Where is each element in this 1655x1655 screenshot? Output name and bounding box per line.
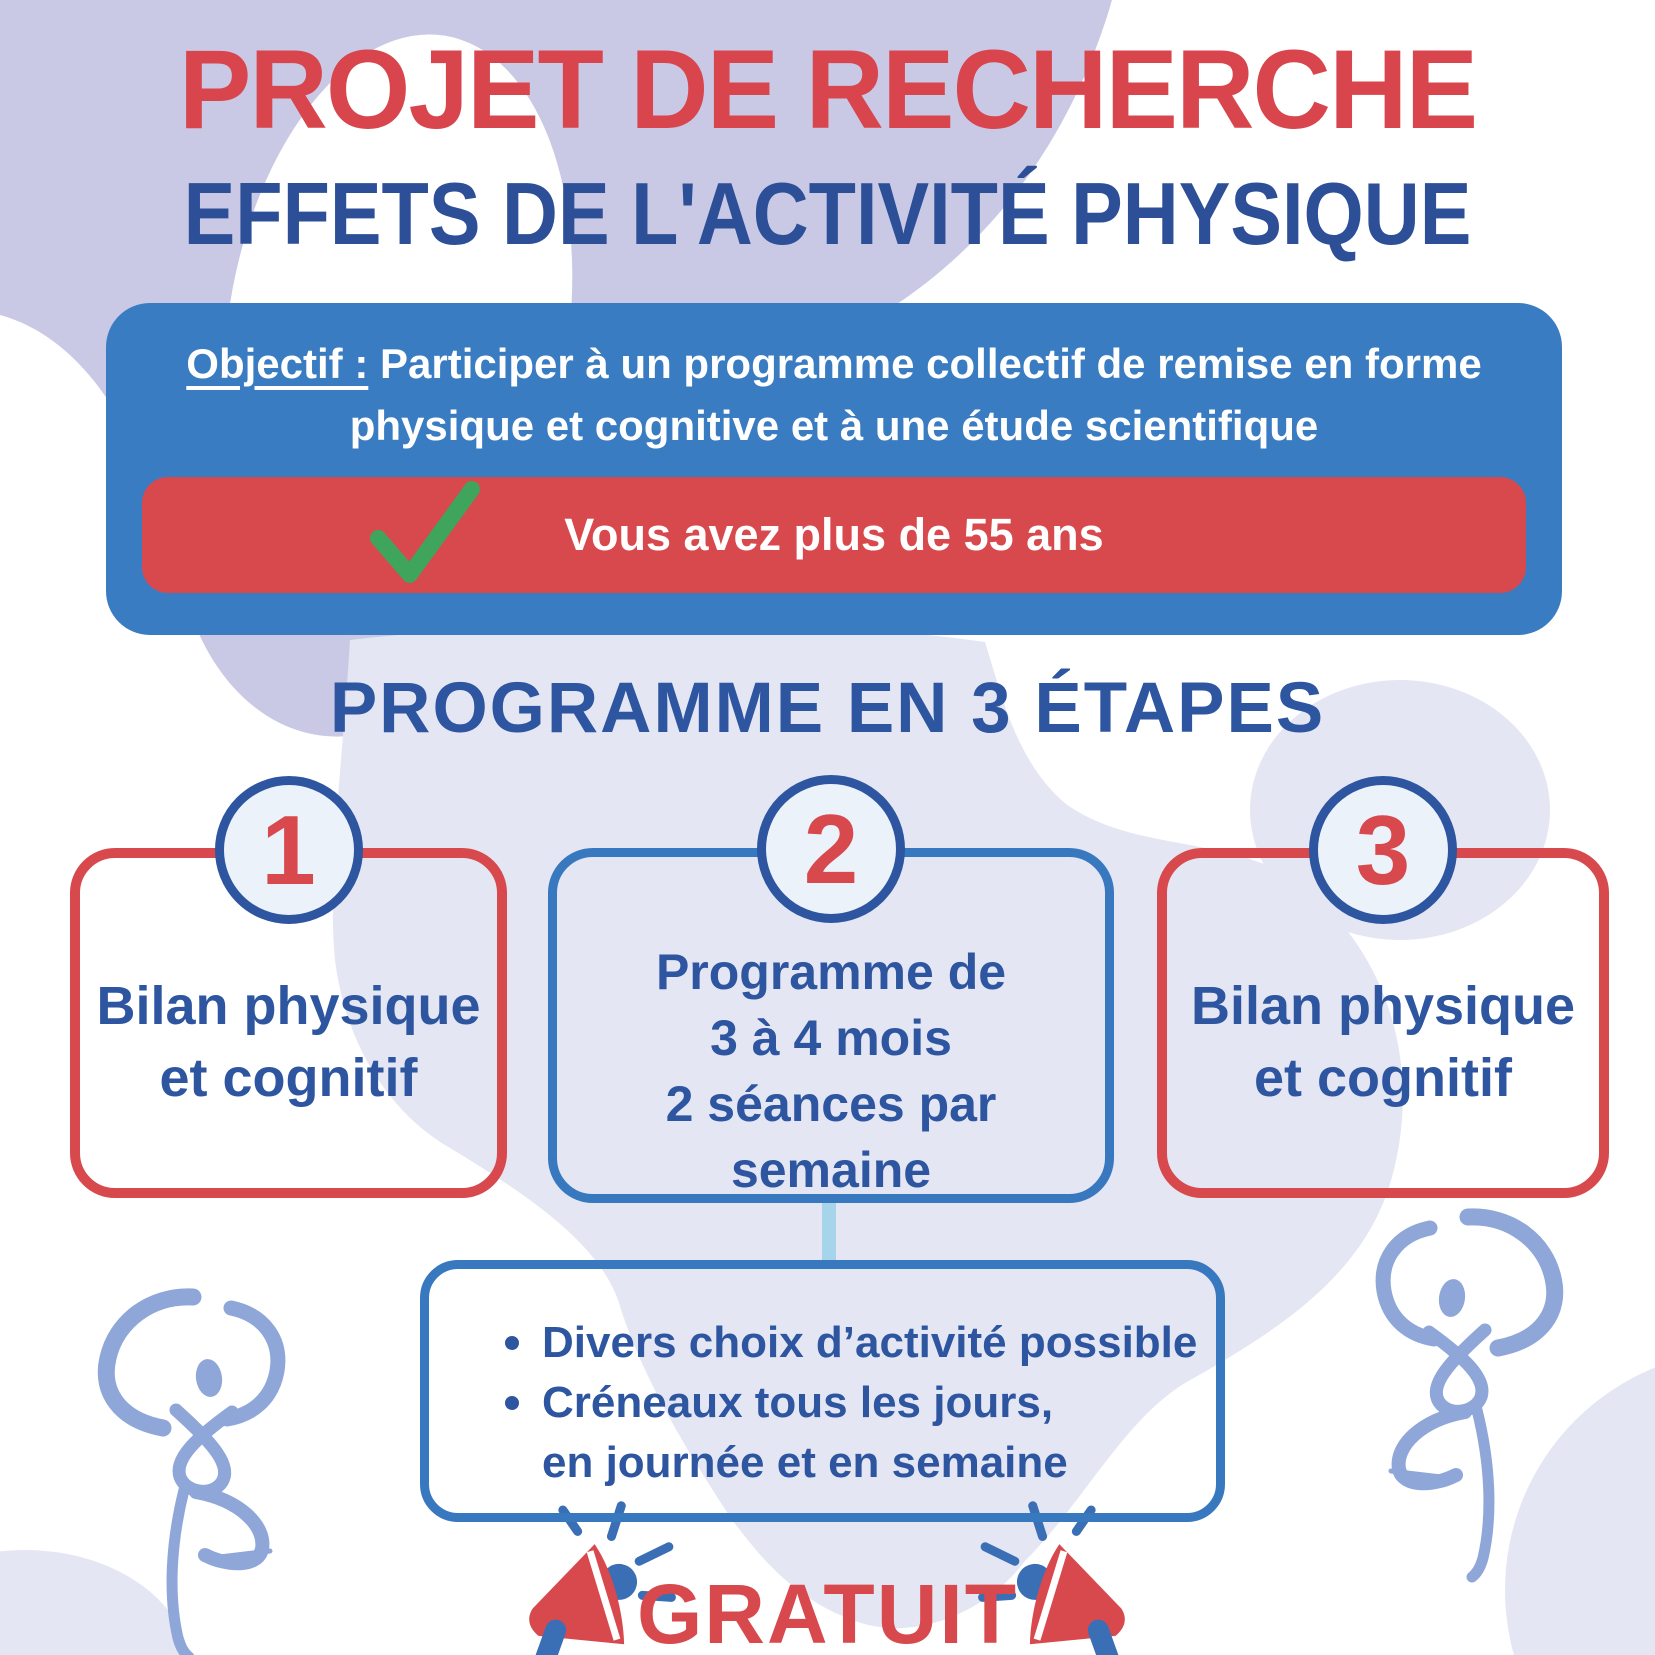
step-number: 2	[803, 794, 859, 904]
detail-item-continuation: en journée et en semaine	[542, 1438, 1068, 1487]
objective-panel	[106, 303, 1562, 635]
step-line: Bilan physique	[96, 976, 481, 1036]
step-card-3	[1157, 795, 1609, 1198]
step-number: 1	[261, 795, 316, 905]
step-number: 3	[1355, 795, 1411, 905]
gratuit-badge: GRATUIT	[636, 1567, 1019, 1655]
details-card	[420, 1260, 1225, 1522]
step-line: 3 à 4 mois	[710, 1010, 952, 1066]
eligibility-text: Vous avez plus de 55 ans	[564, 509, 1104, 560]
step-text-2	[557, 939, 1105, 1203]
step-badge-2	[757, 775, 905, 923]
details-list	[505, 1313, 1197, 1493]
step-text-1	[80, 970, 497, 1114]
step-card-2	[548, 794, 1114, 1203]
check-icon	[362, 477, 488, 589]
detail-item: Créneaux tous les jours,	[505, 1373, 1197, 1433]
objective-text	[106, 303, 1562, 457]
objective-label: Objectif :	[186, 340, 369, 387]
step-line: Bilan physique	[1190, 976, 1576, 1036]
step-line: Programme de	[655, 944, 1007, 1000]
eligibility-banner	[142, 477, 1526, 593]
step-badge-3	[1309, 776, 1457, 924]
objective-description: Participer à un programme collectif de remise en forme physique et cognitive et à une étude scientifique	[349, 340, 1482, 449]
program-heading: PROGRAMME EN 3 ÉTAPES	[329, 669, 1326, 748]
step-line: et cognitif	[1254, 1048, 1512, 1108]
page-subtitle: EFFETS DE L'ACTIVITÉ PHYSIQUE	[183, 164, 1472, 263]
page-title: PROJET DE RECHERCHE	[178, 27, 1477, 152]
step-line: semaine	[730, 1142, 932, 1198]
step-line: 2 séances par	[665, 1076, 997, 1132]
detail-item: Divers choix d’activité possible	[505, 1313, 1197, 1373]
connector-line	[822, 1198, 836, 1264]
step-badge-1	[215, 776, 363, 924]
step-card-1	[70, 795, 507, 1198]
step-text-3	[1167, 970, 1599, 1114]
step-line: et cognitif	[159, 1048, 418, 1108]
